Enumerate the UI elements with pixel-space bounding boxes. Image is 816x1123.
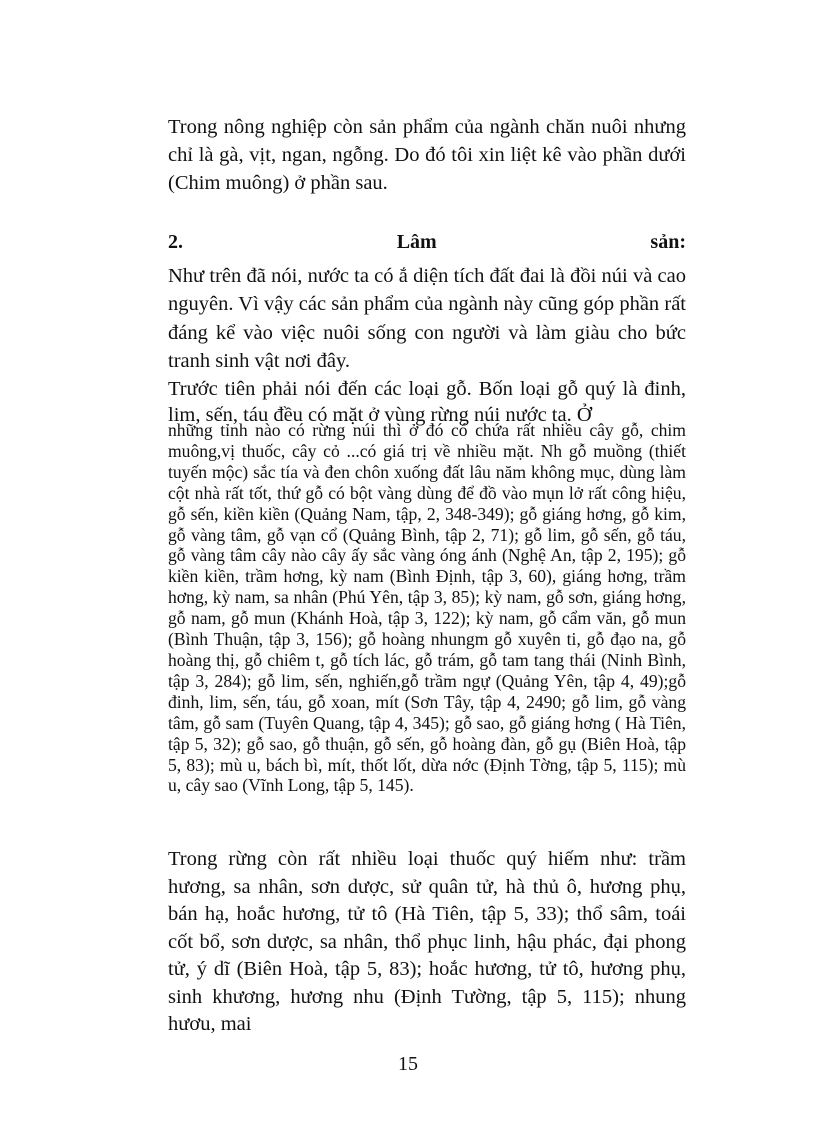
section-title-word-1: Lâm [396,231,437,253]
section-title-word-2: sản: [650,231,686,253]
forest-paragraph: Như trên đã nói, nước ta có ắ diện tích đất đai là đồi núi và cao nguyên. Vì vậy các sản phẩm của ngành này cũng góp phần rất đáng kể vào việc nuôi sống con người và làm giàu cho bức tranh sinh vật nơi đây. [168,265,686,372]
wood-list-paragraph: những tỉnh nào có rừng núi thì ở đó có chứa rất nhiều cây gỗ, chim muông,vị thuốc, cây cỏ ...có giá trị về nhiều mặt. Nh gỗ muồng (thiết tuyến mộc) sắc tía và đen chôn xuống đất lâu năm không mục, dùng làm cột nhà rất tốt, thứ gỗ có bột vàng dùng để đồ vào mụn lở rất công hiệu, gỗ sến, kiền kiền (Quảng Nam, tập, 2, 348-349); gỗ giáng hơng, gỗ kim, gỗ vàng tâm, gỗ vạn cổ (Quảng Bình, tập 2, 71); gỗ lim, gỗ sến, gỗ táu, gỗ vàng tâm cây nào cây ấy sắc vàng óng ánh (Nghệ An, tập 2, 195); gỗ kiền kiền, trầm hơng, kỳ nam (Bình Định, tập 3, 60), giáng hơng, trầm hơng, kỳ nam, sa nhân (Phú Yên, tập 3, 85); kỳ nam, gỗ sơn, giáng hơng, gỗ nam, gỗ mun (Khánh Hoà, tập 3, 122); kỳ nam, gỗ cẩm văn, gỗ mun (Bình Thuận, tập 3, 156); gỗ hoàng nhungm gỗ xuyên ti, gỗ đạo na, gỗ hoàng thị, gỗ chiêm t, gỗ tích lác, gỗ trám, gỗ tam tang thái (Ninh Bình, tập 3, 284); gỗ lim, sến, nghiến,gỗ trầm ngự (Quảng Yên, tập 4, 49);gỗ đinh, lim, sến, táu, gỗ xoan, mít (Sơn Tây, tập 4, 2490; gỗ lim, gỗ vàng tâm, gỗ sam (Tuyên Quang, tập 4, 345); gỗ sao, gỗ giáng hơng ( Hà Tiên, tập 5, 32); gỗ sao, gỗ thuận, gỗ sến, gỗ hoàng đàn, gỗ gụ (Biên Hoà, tập 5, 83); mù u, bách bì, mít, thốt lốt, dừa nớc (Định Tờng, tập 5, 115); mù u, cây sao (Vĩnh Long, tập 5, 145). [168,420,686,796]
wood-intro-paragraph: Trước tiên phải nói đến các loại gỗ. Bốn loại gỗ quý là đinh, lim, sến, táu đều có mặt ở vùng rừng núi nước ta. Ở [168,378,686,426]
section-number: 2. [168,231,183,253]
intro-paragraph [168,113,686,197]
section-heading [168,228,686,256]
intro-text: Trong nông nghiệp còn sản phẩm của ngành chăn nuôi nhưng chỉ là gà, vịt, ngan, ngỗng. Do đó tôi xin liệt kê vào phần dưới (Chim muông) ở phần sau. [168,116,686,194]
page-number: 15 [398,1053,418,1075]
medicine-paragraph: Trong rừng còn rất nhiều loại thuốc quý hiếm như: trầm hương, sa nhân, sơn dược, sử quân tử, hà thủ ô, hương phụ, bán hạ, hoắc hương, tử tô (Hà Tiên, tập 5, 33); thổ sâm, toái cốt bổ, sơn dược, sa nhân, thổ phục linh, hậu phác, đại phong tử, ý dĩ (Biên Hoà, tập 5, 83); hoắc hương, tử tô, hương phụ, sinh khương, hương nhu (Định Tường, tập 5, 115); nhung hươu, mai [168,848,686,1035]
